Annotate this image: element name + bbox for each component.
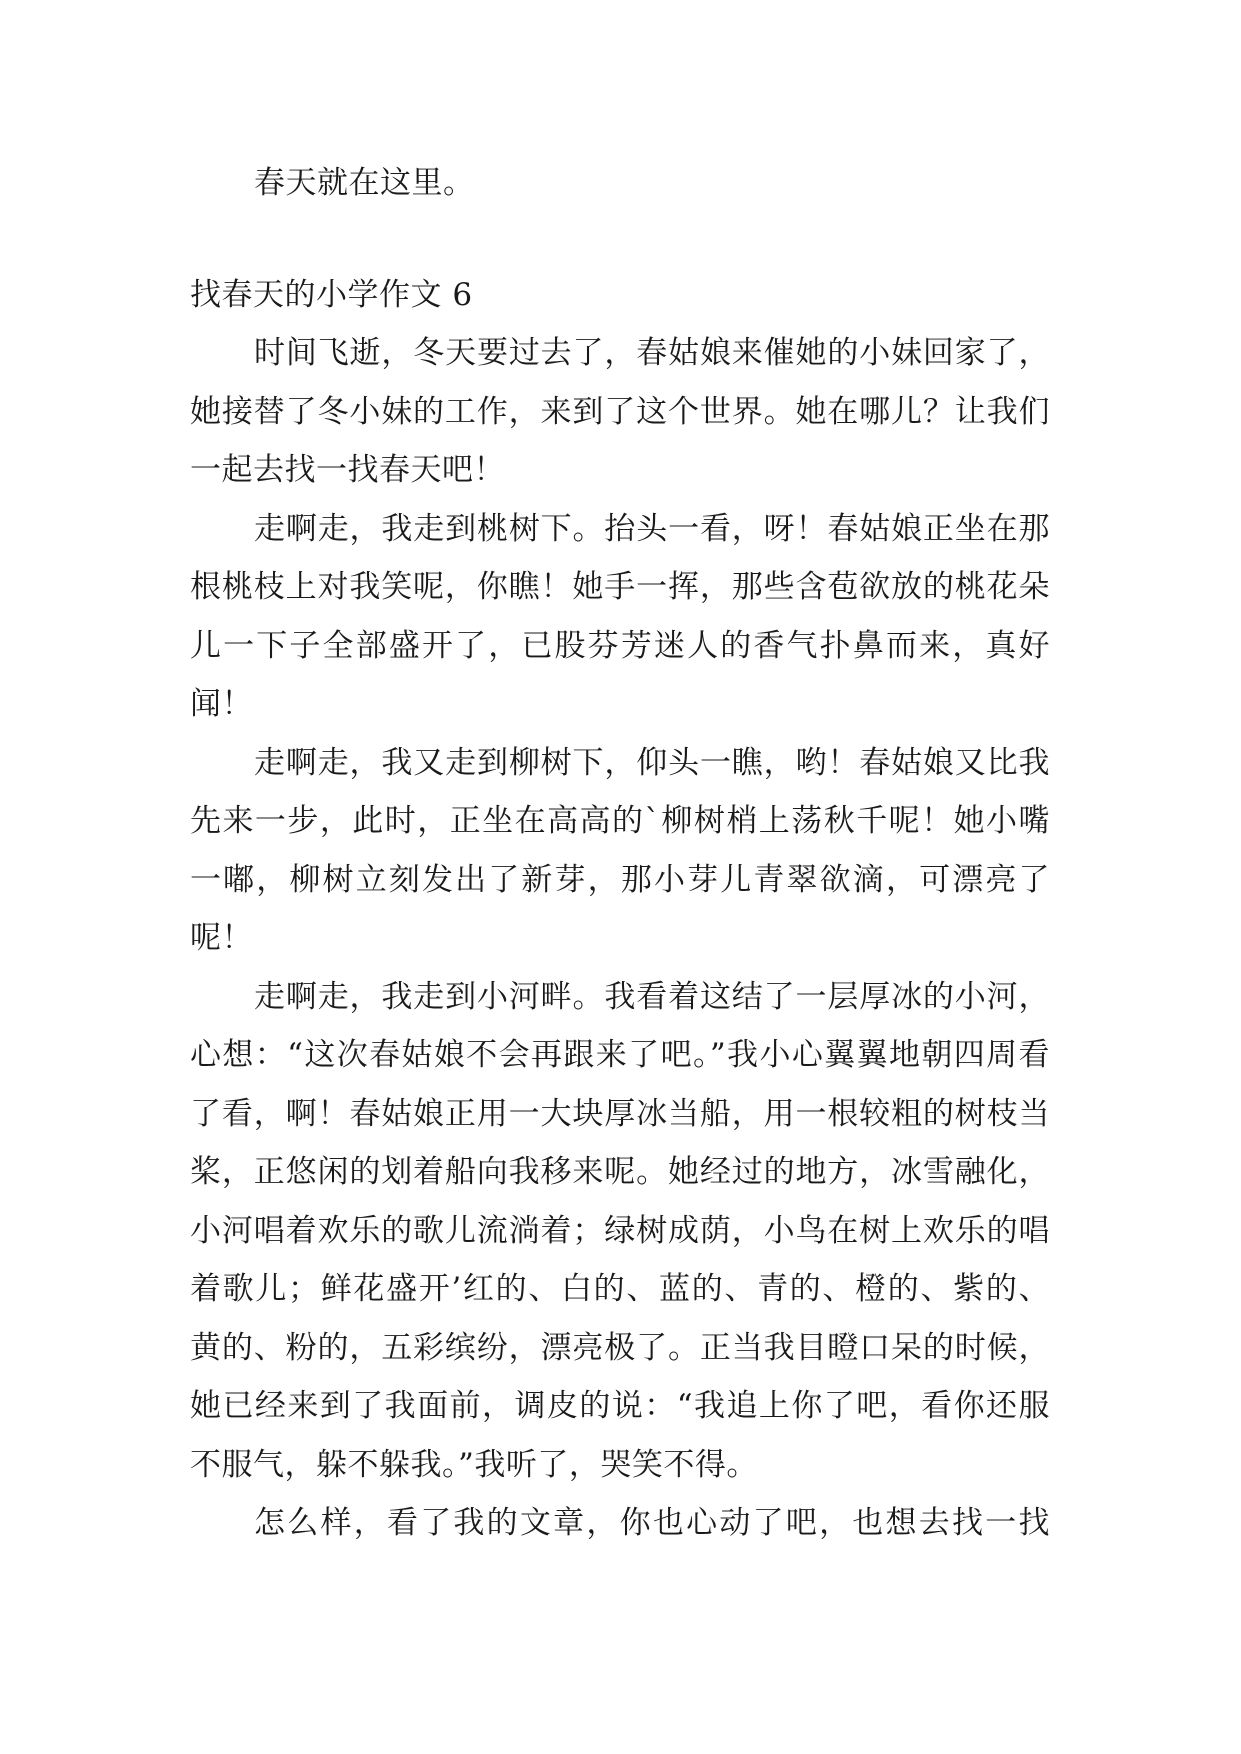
paragraph-4: 走啊走，我走到小河畔。我看着这结了一层厚冰的小河，心想：“这次春姑娘不会再跟来了吧。”我小心翼翼地朝四周看了看，啊！春姑娘正用一大块厚冰当船，用一根较粗的树枝当桨，正悠闲的划着船向我移来呢。她经过的地方，冰雪融化，小河唱着欢乐的歌儿流淌着；绿树成荫，小鸟在树上欢乐的唱着歌儿；鲜花盛开’红的、白的、蓝的、青的、橙的、紫的、黄的、粉的，五彩缤纷，漂亮极了。正当我目瞪口呆的时候，她已经来到了我面前，调皮的说：“我追上你了吧，看你还服不服气，躲不躲我。”我听了，哭笑不得。 <box>190 978 1050 1483</box>
essay-heading: 找春天的小学作文 6 <box>190 276 473 313</box>
paragraph-1: 时间飞逝，冬天要过去了，春姑娘来催她的小妹回家了，她接替了冬小妹的工作，来到了这个世界。她在哪儿？让我们一起去找一找春天吧！ <box>190 335 1050 488</box>
intro-paragraph: 春天就在这里。 <box>254 165 475 201</box>
paragraph-5: 怎么样，看了我的文章，你也心动了吧，也想去找一找 <box>254 1505 1050 1541</box>
paragraph-3: 走啊走，我又走到柳树下，仰头一瞧，哟！春姑娘又比我先来一步，此时，正坐在高高的`柳树梢上荡秋千呢！她小嘴一嘟，柳树立刻发出了新芽，那小芽儿青翠欲滴，可漂亮了呢！ <box>190 744 1050 956</box>
paragraph-2: 走啊走，我走到桃树下。抬头一看，呀！春姑娘正坐在那根桃枝上对我笑呢，你瞧！她手一挥，那些含苞欲放的桃花朵儿一下子全部盛开了，已股芬芳迷人的香气扑鼻而来，真好闻！ <box>190 510 1050 722</box>
document-body <box>190 154 1050 1553</box>
